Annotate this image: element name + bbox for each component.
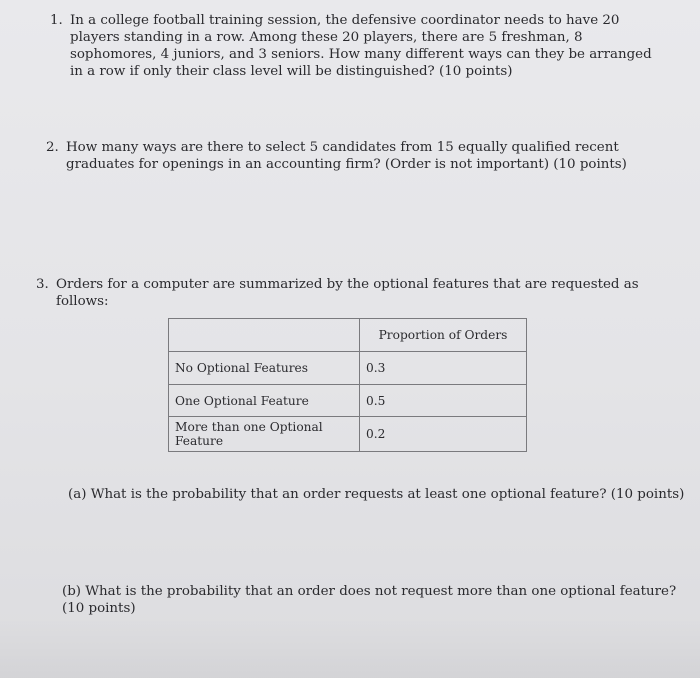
table-cell-proportion: 0.5	[360, 385, 527, 417]
table-cell-feature: One Optional Feature	[169, 385, 360, 417]
table-row	[169, 385, 527, 417]
order-features-table	[168, 318, 527, 452]
question-2	[46, 139, 646, 173]
table-cell-proportion: 0.3	[360, 352, 527, 385]
subquestion-a: (a) What is the probability that an order requests at least one optional feature? (10 points)	[68, 487, 685, 502]
table-row	[169, 352, 527, 385]
subquestion-b: (b) What is the probability that an order does not request more than one optional feature? (10 points)	[62, 584, 677, 616]
question-2-text: How many ways are there to select 5 candidates from 15 equally qualified recent graduates for openings in an accounting firm? (Order is not important) (10 points)	[66, 140, 627, 172]
table-header-blank	[169, 319, 360, 352]
table-header-row	[169, 319, 527, 352]
question-1-text: In a college football training session, the defensive coordinator needs to have 20 players standing in a row. Among these 20 players, there are 5 freshman, 8 sophomores, 4 juniors, and 3 seniors. How many different ways can they be arranged in a row if only their class level will be distinguished? (10 points)	[70, 13, 652, 79]
question-3	[36, 276, 656, 310]
table-cell-feature: More than one Optional Feature	[169, 417, 360, 452]
question-2-number: 2.	[46, 140, 59, 155]
table-cell-proportion: 0.2	[360, 417, 527, 452]
table-row	[169, 417, 527, 452]
question-1-number: 1.	[50, 13, 63, 28]
paper-shadow	[0, 618, 700, 678]
question-1	[50, 12, 660, 80]
question-3-text: Orders for a computer are summarized by the optional features that are requested as follows:	[56, 277, 639, 309]
table-cell-feature: No Optional Features	[169, 352, 360, 385]
table-header-proportion: Proportion of Orders	[360, 319, 527, 352]
question-3-number: 3.	[36, 277, 49, 292]
